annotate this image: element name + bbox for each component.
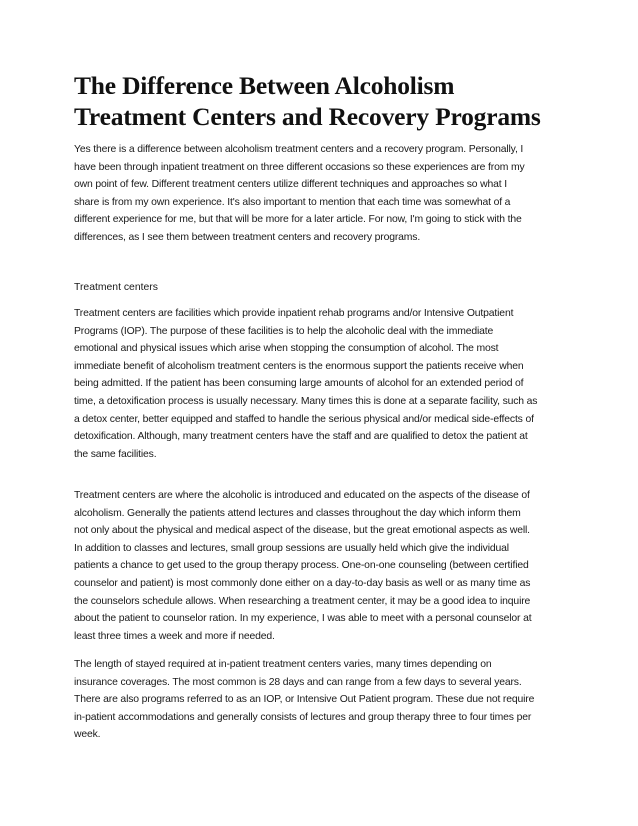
text-line: own point of few. Different treatment centers utilize different techniques and approaches so what I bbox=[74, 179, 507, 191]
text-line: alcoholism. Generally the patients attend lectures and classes throughout the day which inform them bbox=[74, 507, 521, 519]
section-paragraph-2 bbox=[74, 487, 566, 645]
text-line: the same facilities. bbox=[74, 448, 157, 460]
text-line: not only about the physical and medical aspect of the disease, but the great emotional aspects as well. bbox=[74, 525, 530, 537]
text-line: emotional and physical issues which arise when stopping the consumption of alcohol. The most bbox=[74, 343, 499, 355]
text-line: counselor and patient) is most commonly done either on a day-to-day basis as well or as many time as bbox=[74, 577, 531, 589]
section-heading: Treatment centers bbox=[74, 282, 158, 293]
text-line: least three times a week and more if needed. bbox=[74, 630, 275, 642]
text-line: Programs (IOP). The purpose of these facilities is to help the alcoholic deal with the immediate bbox=[74, 325, 494, 337]
text-line: being admitted. If the patient has been consuming large amounts of alcohol for an extended period of bbox=[74, 378, 524, 390]
text-line: have been through inpatient treatment on three different occasions so these experiences are from my bbox=[74, 161, 525, 173]
text-line: detoxification. Although, many treatment centers have the staff and are qualified to detox the patient at bbox=[74, 431, 528, 443]
text-line: There are also programs referred to as an IOP, or Intensive Out Patient program. These due not require bbox=[74, 694, 535, 706]
text-line: Treatment centers are facilities which provide inpatient rehab programs and/or Intensive Outpatient bbox=[74, 308, 514, 319]
text-line: the counselors schedule allows. When researching a treatment center, it may be a good idea to inquire bbox=[74, 595, 531, 607]
text-line: Treatment centers are where the alcoholic is introduced and educated on the aspects of the disease of bbox=[74, 490, 530, 501]
intro-paragraph bbox=[74, 141, 566, 247]
title-line: The Difference Between Alcoholism bbox=[74, 71, 455, 100]
text-line: differences, as I see them between treatment centers and recovery programs. bbox=[74, 231, 421, 243]
text-line: time, a detoxification process is usually necessary. Many times this is done at a separate facility, such as bbox=[74, 395, 538, 407]
document-title bbox=[74, 70, 574, 132]
text-line: share is from my own experience. It's also important to mention that each time was somewhat of a bbox=[74, 196, 511, 208]
text-line: immediate benefit of alcoholism treatment centers is the enormous support the patients receive when bbox=[74, 360, 524, 372]
text-line: patients a chance to get used to the group therapy process. One-on-one counseling (between certified bbox=[74, 560, 529, 572]
text-line: a detox center, better equipped and staffed to handle the serious physical and/or medical side-effects of bbox=[74, 413, 534, 425]
section-paragraph-3 bbox=[74, 656, 566, 744]
section-paragraph-1 bbox=[74, 305, 566, 463]
text-line: In addition to classes and lectures, small group sessions are usually held which give the individual bbox=[74, 542, 509, 554]
title-line: Treatment Centers and Recovery Programs bbox=[74, 102, 541, 131]
text-line: The length of stayed required at in-patient treatment centers varies, many times depending on bbox=[74, 659, 492, 670]
text-line: in-patient accommodations and generally consists of lectures and group therapy three to four times per bbox=[74, 711, 532, 723]
text-line: Yes there is a difference between alcoholism treatment centers and a recovery program. Personally, I bbox=[74, 144, 524, 155]
text-line: about the patient to counselor ration. In my experience, I was able to meet with a personal counselor at bbox=[74, 613, 532, 625]
text-line: different experience for me, but that will be more for a later article. For now, I'm going to stick with the bbox=[74, 214, 522, 226]
text-line: week. bbox=[74, 729, 101, 741]
text-line: insurance coverages. The most common is 28 days and can range from a few days to several years. bbox=[74, 676, 522, 688]
